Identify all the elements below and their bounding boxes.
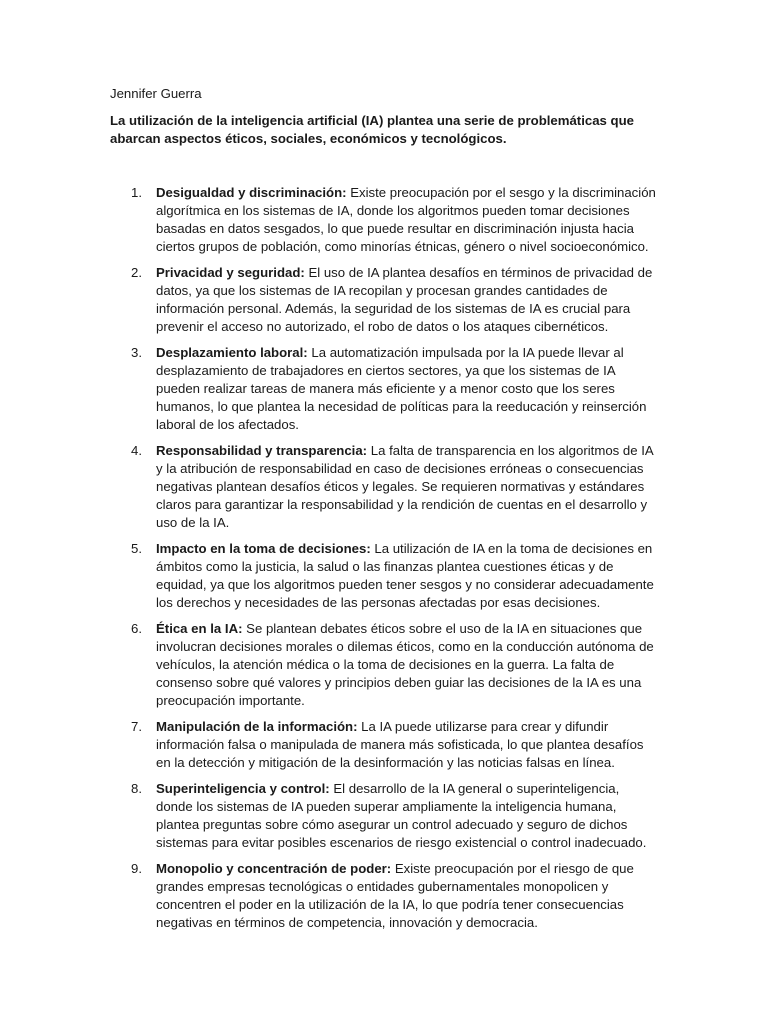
item-text: La utilización de IA en la toma de decisiones en ámbitos como la justicia, la salud o las finanzas plantea cuestiones éticas y de equidad, ya que los algoritmos pueden tener sesgos y no considerar adecuadamente los derechos y necesidades de las personas afectadas por esas decisiones. [156,540,654,610]
item-text: Se plantean debates éticos sobre el uso de la IA en situaciones que involucran decisiones morales o dilemas éticos, como en la conducción autónoma de vehículos, la atención médica o la toma de decisiones en la guerra. La falta de consenso sobre qué valores y principios deben guiar las decisiones de la IA es una preocupación importante. [156,620,654,708]
item-number: 4. [131,442,142,458]
item-term: Responsabilidad y transparencia: [156,442,371,458]
item-number: 3. [131,345,142,361]
item-number: 1. [131,185,142,200]
item-text: Existe preocupación por el riesgo de que grandes empresas tecnológicas o entidades gubernamentales monopolicen y concentren el poder en la utilización de la IA, lo que podría tener consecuencias negativas en términos de competencia, innovación y democracia. [156,860,634,930]
item-term: Ética en la IA: [156,620,247,636]
item-term: Manipulación de la información: [156,718,362,734]
item-number: 5. [131,540,142,556]
item-text: Existe preocupación por el sesgo y la discriminación algorítmica en los sistemas de IA, donde los algoritmos pueden tomar decisiones basadas en datos sesgados, lo que puede resultar en discriminación injusta hacia ciertos grupos de población, como minorías étnicas, género o nivel socioeconómico. [156,185,656,254]
item-number: 6. [131,620,142,636]
list-item [110,344,658,434]
list-item [110,860,658,932]
item-number: 2. [131,265,142,281]
list-item [110,184,658,256]
item-number: 9. [131,860,142,876]
item-text: El uso de IA plantea desafíos en términos de privacidad de datos, ya que los sistemas de IA recopilan y procesan grandes cantidades de información personal. Además, la seguridad de los sistemas de IA es crucial para prevenir el acceso no autorizado, el robo de datos o los ataques cibernéticos. [156,265,653,334]
item-text: La automatización impulsada por la IA puede llevar al desplazamiento de trabajadores en ciertos sectores, ya que los sistemas de IA pueden realizar tareas de manera más eficiente y a menor costo que los seres humanos, lo que plantea la necesidad de políticas para la reeducación y reinserción laboral de los afectados. [156,345,647,432]
item-term: Impacto en la toma de decisiones: [156,540,375,556]
list-item [110,620,658,710]
list-item [110,442,658,532]
list-item [110,264,658,336]
item-number: 8. [131,780,142,796]
list-item [110,718,658,772]
item-term: Desplazamiento laboral: [156,345,312,361]
item-text: El desarrollo de la IA general o superinteligencia, donde los sistemas de IA pueden superar ampliamente la inteligencia humana, plantea preguntas sobre cómo asegurar un control adecuado y seguro de dichos sistemas para evitar posibles escenarios de riesgo existencial o control inadecuado. [156,780,647,850]
list-item [110,540,658,612]
item-text: La IA puede utilizarse para crear y difundir información falsa o manipulada de manera más sofisticada, lo que plantea desafíos en la detección y mitigación de la desinformación y las noticias falsas en línea. [156,718,644,770]
item-term: Superinteligencia y control: [156,780,334,796]
author-name: Jennifer Guerra [110,86,202,101]
item-term: Desigualdad y discriminación: [156,185,351,200]
list-item [110,780,658,852]
problem-list [110,184,658,940]
intro-heading: La utilización de la inteligencia artificial (IA) plantea una serie de problemáticas que abarcan aspectos éticos, sociales, económicos y tecnológicos. [110,113,634,146]
item-text: La falta de transparencia en los algoritmos de IA y la atribución de responsabilidad en caso de decisiones erróneas o consecuencias negativas plantean desafíos éticos y legales. Se requieren normativas y estándares claros para garantizar la responsabilidad y la rendición de cuentas en el desarrollo y uso de la IA. [156,442,653,530]
item-term: Privacidad y seguridad: [156,265,309,281]
item-term: Monopolio y concentración de poder: [156,860,395,876]
item-number: 7. [131,718,142,734]
